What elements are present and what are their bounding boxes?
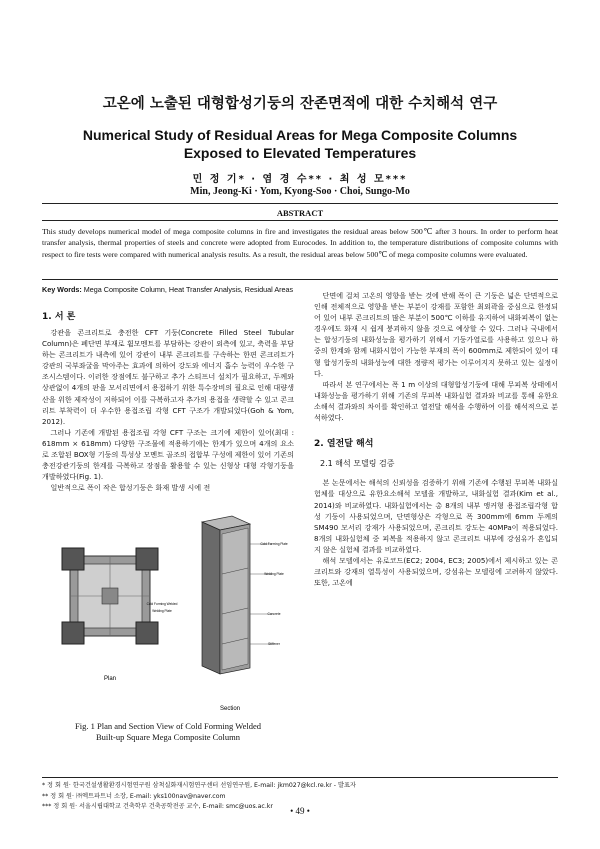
abstract-bottom-rule — [42, 279, 558, 280]
footnote-2: ** 정 회 원· ㈜엑트파트너 소장, E-mail: yks100nav@naver.com — [42, 792, 226, 800]
callout-2: Welding Plate — [264, 572, 284, 576]
right-paragraph4: 해석 모델에서는 유로코드(EC2; 2004, EC3; 2005)에서 제시하고 있는 콘크리트와 강재의 열특성이 사용되었으며, 강섬유는 모델링에 고려하지 않았다. 또한, 고온에 — [314, 555, 558, 588]
callout-5: Cold Forming Welded — [146, 602, 178, 606]
footnote-3: *** 정 회 원· 서울시립대학교 건축학부 건축공학전공 교수, E-mail: smc@uos.ac.kr — [42, 803, 273, 810]
page-number: • 49 • — [290, 806, 310, 816]
subsection21-heading: 2.1 해석 모델링 검증 — [320, 459, 395, 469]
caption-line2: Built-up Square Mega Composite Column — [95, 732, 241, 742]
footnote-rule — [42, 777, 558, 778]
left-column — [42, 327, 294, 493]
right-column — [314, 290, 558, 588]
section1-paragraph3: 일반적으로 폭이 작은 합성기둥은 화재 발생 시에 전 — [50, 483, 211, 493]
caption-line1: Fig. 1 Plan and Section View of Cold Forming Welded — [75, 721, 261, 731]
figure-1-drawing — [42, 510, 294, 715]
callout-4: Stiffener — [268, 642, 280, 646]
paper-title-english — [40, 126, 560, 162]
plan-label: Plan — [103, 676, 117, 682]
abstract-title-rule — [42, 220, 558, 221]
section1-heading: 1. 서 론 — [42, 312, 76, 322]
section1-paragraph2: 그러나 기존에 개발된 용접조립 각형 CFT 구조는 크기에 제한이 있어(최대 : 618mm × 618mm) 다양한 구조물에 적용하기에는 한계가 있으며 4개의 요소로 조합된 BOX형 기둥의 특성상 모멘트 골조의 접합부 구성에 제한이 있어 기존의 충전강관기둥의 한계를 극복하고 장점을 활용할 수 있는 신형상 대형 각형기둥을 개발하였다(Fig. 1). — [42, 427, 294, 482]
abstract-top-rule — [42, 203, 558, 204]
paper-title-korean: 고온에 노출된 대형합성기둥의 잔존면적에 대한 수치해석 연구 — [102, 96, 498, 112]
abstract-body: This study develops numerical model of mega composite columns in fire and investigates the residual areas below 500℃ after 3 hours. In order to perform heat transfer analysis, thermal properties of steels and concrete were adopted from Eurocodes. In addition to, the temperature distributions of composite columns with respect to fire tests were compared with numerical analysis results. As a result, the residual areas below 500℃ of mega composite columns were evaluated. — [42, 227, 558, 259]
authors-korean: 민 정 기* · 염 경 수** · 최 성 모*** — [192, 174, 408, 185]
callout-3: Concrete — [267, 612, 281, 616]
section1-paragraph1: 강관을 콘크리트로 충전한 CFT 기둥(Concrete Filled Steel Tubular Column)은 폐단면 부재로 휨모멘트를 부담하는 강관이 외측에 있고, 축력을 부담하는 콘크리트가 내측에 있어 강관이 내부 콘크리트를 구속하는 한편 콘크리트가 강관의 국부좌굴을 막아주는 효과에 의하여 강도와 에너지 흡수 능력이 우수한 구조시스템이다. 이러한 장점에도 불구하고 추가 스티프너 설치가 필요하고, 두께와 상관없이 4개의 판을 모서리면에서 용접하기 위한 특수장비의 필요로 인해 대량생산을 위한 제작성이 저하되어 이를 극복하고자 추가의 용접을 생략할 수 있고 콘크리트 부착력이 더 우수한 용접조립 각형 CFT 구조가 개발되었다(Goh & Yom, 2012). — [42, 328, 294, 426]
right-paragraph1: 단면에 걸쳐 고온의 영향을 받는 것에 반해 폭이 큰 기둥은 넓은 단면적으로 인해 전체적으로 영향을 받는 부분이 강재를 포함한 최외곽을 중심으로 한정되어 있어 내부 콘크리트의 많은 부분이 500℃ 이하를 유지하여 내화피복이 없는 경우에도 화재 시 쉽게 붕괴하지 않을 것으로 예상할 수 있다. 그러나 국내에서는 합성기둥의 내화성능을 평가하기 위해서 기둥가열로를 사용하고 있으나 하중의 한계와 함께 내화시험이 가능한 부재의 폭이 600mm로 제한되어 있어 대형 합성기둥의 내화성능에 대한 정량적 평가는 이루어지지 못하고 있는 실정이다. — [314, 291, 558, 378]
title-en-line2: Exposed to Elevated Temperatures — [183, 145, 417, 161]
plan-view — [62, 548, 158, 644]
title-en-line1: Numerical Study of Residual Areas for Mega Composite Columns — [82, 127, 518, 143]
right-paragraph3: 본 논문에서는 해석의 신뢰성을 검증하기 위해 기존에 수행된 무피복 내화실험체를 대상으로 유한요소해석 모델을 개발하고, 내화실험 결과(Kim et al., 2014)와 비교하였다. 내화실험에서는 총 8개의 내부 앵커형 용접조립각형 합성 기둥이 사용되었으며, 단면형상은 각형으로 폭 300mm에 6mm 두께의 SM490 모서리 강재가 사용되었으며, 콘크리트 강도는 40MPa이 적용되었다. 8개의 내화실험체 중 피복을 적용하지 않고 콘크리트 내부에 강섬유가 혼입되지 않은 실험체 결과를 비교하였다. — [314, 478, 558, 554]
abstract-title: ABSTRACT — [276, 208, 324, 218]
callout-1: Cold Forming Plate — [260, 542, 288, 546]
right-paragraph2: 따라서 본 연구에서는 폭 1 m 이상의 대형합성기둥에 대해 무피복 상태에서 내화성능을 평가하기 위해 기존의 무피복 내화실험 결과와 비교를 통해 유한요소해석 결과와의 차이를 확인하고 열전달 해석을 수행하여 이를 해석적으로 분석하였다. — [314, 379, 558, 423]
section-label: Section — [219, 706, 241, 712]
keywords-label: Key Words: — [42, 285, 82, 294]
section2-heading: 2. 열전달 해석 — [314, 439, 374, 450]
callout-6: Welding Plate — [152, 609, 172, 613]
footnote-1: * 정 회 원· 한국건설생활환경시험연구원 삼척실화재시험연구센터 선임연구원, E-mail: jkm027@kcl.re.kr - 발표자 — [42, 782, 356, 789]
keywords-text: Mega Composite Column, Heat Transfer Analysis, Residual Areas — [81, 285, 294, 294]
section-view — [202, 516, 272, 674]
authors-english: Min, Jeong-Ki · Yom, Kyong-Soo · Choi, Sungo-Mo — [190, 186, 410, 197]
figure-1-caption — [42, 721, 294, 743]
